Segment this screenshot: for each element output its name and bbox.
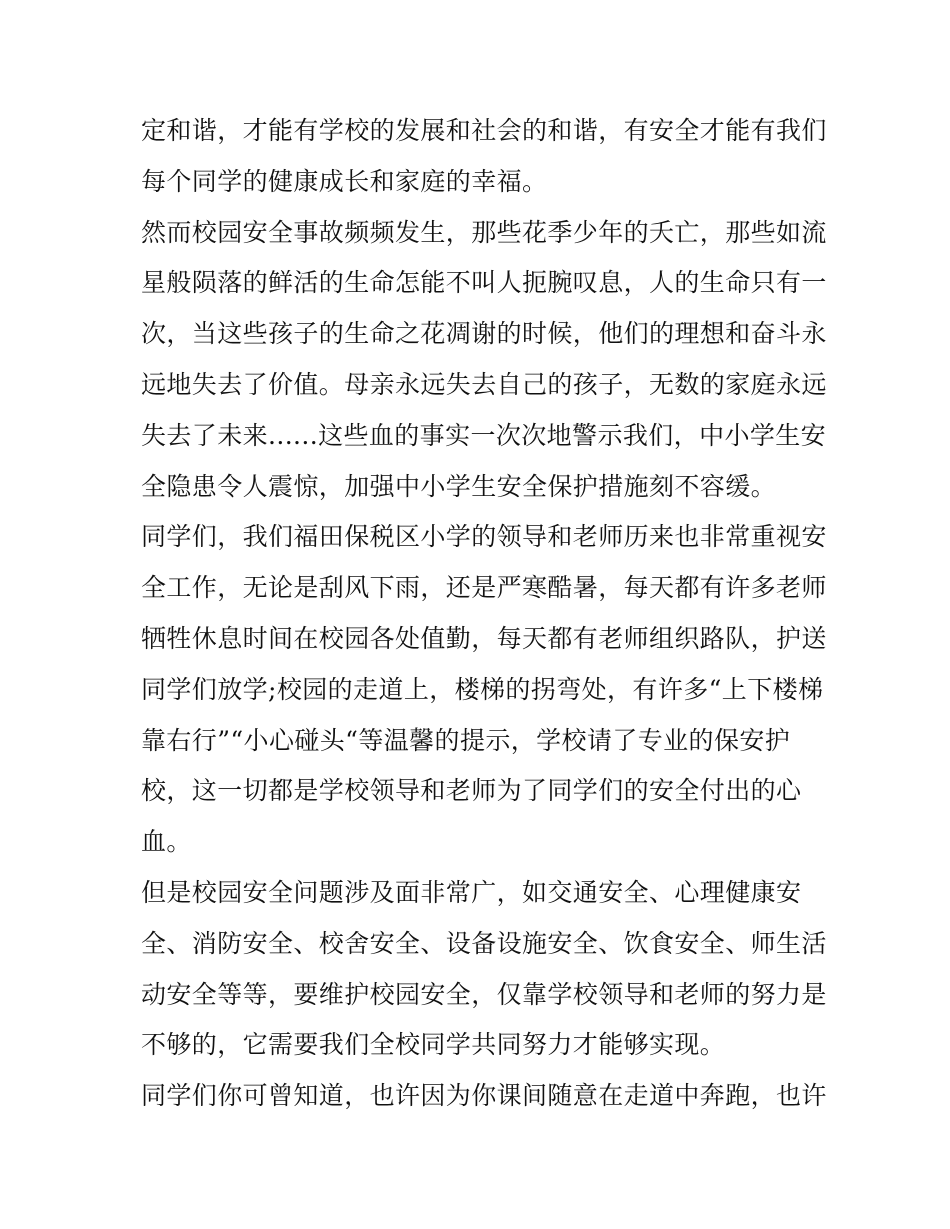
text-line: 牺牲休息时间在校园各处值勤，每天都有老师组织路队，护送 — [141, 623, 827, 653]
text-line: 每个同学的健康成长和家庭的幸福。 — [141, 166, 548, 196]
text-line: 远地失去了价值。母亲永远失去自己的孩子，无数的家庭永远 — [141, 369, 827, 399]
text-line: 同学们你可曾知道，也许因为你课间随意在走道中奔跑，也许 — [141, 1081, 827, 1111]
text-line: 同学们，我们福田保税区小学的领导和老师历来也非常重视安 — [141, 522, 827, 552]
text-line: 定和谐，才能有学校的发展和社会的和谐，有安全才能有我们 — [141, 116, 827, 145]
body-text — [141, 106, 827, 1122]
text-line: 然而校园安全事故频频发生，那些花季少年的夭亡，那些如流 — [141, 217, 827, 247]
text-line: 血。 — [141, 827, 192, 857]
text-line: 全、消防安全、校舍安全、设备设施安全、饮食安全、师生活 — [141, 928, 827, 958]
text-line: 但是校园安全问题涉及面非常广，如交通安全、心理健康安 — [141, 877, 802, 907]
text-line: 校，这一切都是学校领导和老师为了同学们的安全付出的心 — [141, 776, 802, 806]
text-line: 次，当这些孩子的生命之花凋谢的时候，他们的理想和奋斗永 — [141, 319, 827, 349]
text-line: 全隐患令人震惊，加强中小学生安全保护措施刻不容缓。 — [141, 471, 777, 501]
text-line: 失去了未来......这些血的事实一次次地警示我们，中小学生安 — [141, 420, 827, 450]
text-line: 动安全等等，要维护校园安全，仅靠学校领导和老师的努力是 — [141, 979, 827, 1009]
text-line: 不够的，它需要我们全校同学共同努力才能够实现。 — [141, 1030, 726, 1060]
text-line: 同学们放学;校园的走道上，楼梯的拐弯处，有许多“上下楼梯 — [141, 674, 824, 704]
text-line: 星般陨落的鲜活的生命怎能不叫人扼腕叹息，人的生命只有一 — [141, 268, 827, 298]
text-line: 全工作，无论是刮风下雨，还是严寒酷暑，每天都有许多老师 — [141, 573, 827, 603]
text-line: 靠右行”“小心碰头“等温馨的提示，学校请了专业的保安护 — [141, 725, 791, 755]
